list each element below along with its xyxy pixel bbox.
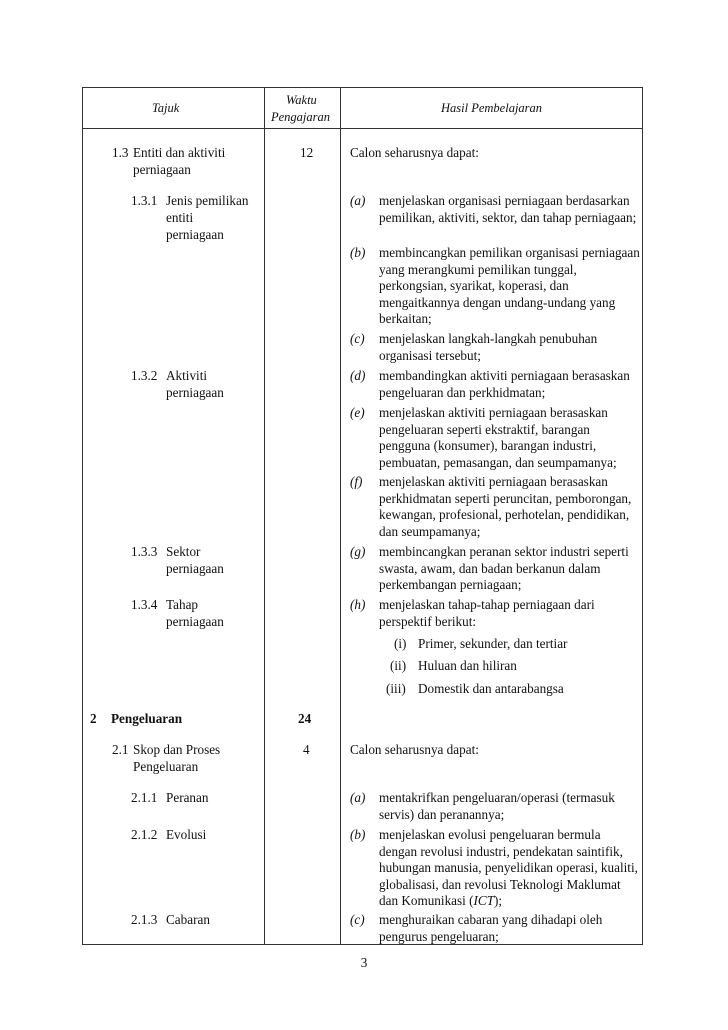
subtopic-2-1-1-number: 2.1.1 xyxy=(131,790,158,805)
outcome-label: (d) xyxy=(350,368,366,383)
outcome-text: mentakrifkan pengeluaran/operasi (termasuk servis) dan peranannya; xyxy=(379,790,615,822)
subtopic-1-3-3-title: Sektor xyxy=(166,544,201,559)
outcome-text: membandingkan aktiviti perniagaan berasaskan pengeluaran dan perkhidmatan; xyxy=(379,368,630,400)
subtopic-1-3-1-title-cont2: perniagaan xyxy=(166,227,224,242)
outcome-text-part: ); xyxy=(494,893,503,908)
topic-2-1-title-cont: Pengeluaran xyxy=(133,759,199,774)
outcome-label: (a) xyxy=(350,193,366,208)
subtopic-1-3-3-number: 1.3.3 xyxy=(131,544,158,559)
outcome-text: menghuraikan cabaran yang dihadapi oleh pengurus pengeluaran; xyxy=(379,912,603,944)
header-hasil-pembelajaran: Hasil Pembelajaran xyxy=(441,101,543,115)
topic-1-3-title-cont: perniagaan xyxy=(133,162,191,177)
sub-outcome-text: Domestik dan antarabangsa xyxy=(418,681,564,696)
outcome-label: (b) xyxy=(350,827,366,842)
outcome-label: (e) xyxy=(350,405,365,420)
topic-2-1-number: 2.1 xyxy=(112,742,129,757)
subtopic-1-3-4-title-cont: perniagaan xyxy=(166,614,224,629)
sub-outcome-label: (ii) xyxy=(390,658,407,673)
header-divider xyxy=(83,128,642,129)
outcome-label: (b) xyxy=(350,245,366,260)
sub-outcome-text: Primer, sekunder, dan tertiar xyxy=(418,636,568,651)
outcome-text: menjelaskan langkah-langkah penubuhan organisasi tersebut; xyxy=(379,331,598,363)
topic-1-3-number: 1.3 xyxy=(112,145,129,160)
section-2-hours: 24 xyxy=(298,711,312,726)
subtopic-2-1-2-title: Evolusi xyxy=(166,827,207,842)
header-waktu: Waktu xyxy=(286,93,317,107)
outcome-text xyxy=(379,827,641,910)
subtopic-2-1-3-title: Cabaran xyxy=(166,912,210,927)
topic-2-1-intro: Calon seharusnya dapat: xyxy=(350,742,479,757)
subtopic-2-1-2-number: 2.1.2 xyxy=(131,827,158,842)
column-divider-1 xyxy=(264,88,265,944)
sub-outcome-label: (iii) xyxy=(386,681,406,696)
subtopic-1-3-1-number: 1.3.1 xyxy=(131,193,158,208)
page-number: 3 xyxy=(360,955,368,970)
header-pengajaran: Pengajaran xyxy=(271,110,331,124)
sub-outcome-text: Huluan dan hiliran xyxy=(418,658,517,673)
subtopic-1-3-2-number: 1.3.2 xyxy=(131,368,158,383)
topic-2-1-hours: 4 xyxy=(303,742,310,757)
subtopic-1-3-4-number: 1.3.4 xyxy=(131,597,158,612)
subtopic-1-3-4-title: Tahap xyxy=(166,597,199,612)
subtopic-1-3-1-title: Jenis pemilikan xyxy=(166,193,249,208)
section-2-title: Pengeluaran xyxy=(111,711,183,726)
sub-outcome-label: (i) xyxy=(394,636,407,651)
subtopic-1-3-3-title-cont: perniagaan xyxy=(166,561,224,576)
outcome-text: menjelaskan aktiviti perniagaan berasaskan pengeluaran seperti ekstraktif, barangan pengguna (konsumer), barangan industri, pembuatan, pemasangan, dan seumpamanya; xyxy=(379,405,617,470)
section-2-number: 2 xyxy=(90,711,97,726)
subtopic-1-3-1-title-cont: entiti xyxy=(166,210,194,225)
outcome-text: membincangkan pemilikan organisasi perniagaan yang merangkumi pemilikan tunggal, perkongsian, syarikat, koperasi, dan mengaitkannya dengan undang-undang yang berkaitan; xyxy=(379,245,640,326)
outcome-text-part: menjelaskan evolusi pengeluaran bermula dengan revolusi industri, pendekatan saintifik, hubungan manusia, penyelidikan operasi, kualiti, globalisasi, dan revolusi Teknologi Maklumat dan Komunikasi ( xyxy=(379,827,638,908)
outcome-text: menjelaskan tahap-tahap perniagaan dari perspektif berikut: xyxy=(379,597,595,629)
header-tajuk: Tajuk xyxy=(152,101,180,115)
subtopic-2-1-3-number: 2.1.3 xyxy=(131,912,158,927)
ict-abbreviation: ICT xyxy=(473,893,495,908)
topic-1-3-intro: Calon seharusnya dapat: xyxy=(350,145,479,160)
outcome-label: (g) xyxy=(350,544,366,559)
outcome-label: (f) xyxy=(350,474,363,489)
topic-1-3-title: Entiti dan aktiviti xyxy=(133,145,226,160)
outcome-label: (h) xyxy=(350,597,366,612)
outcome-label: (c) xyxy=(350,331,365,346)
subtopic-1-3-2-title-cont: perniagaan xyxy=(166,385,224,400)
topic-1-3-hours: 12 xyxy=(300,145,314,160)
outcome-label: (a) xyxy=(350,790,366,805)
column-divider-2 xyxy=(340,88,341,944)
outcome-text: menjelaskan aktiviti perniagaan berasaskan perkhidmatan seperti peruncitan, pemborongan, kewangan, profesional, perhotelan, pendidikan, dan seumpamanya; xyxy=(379,474,632,539)
outcome-label: (c) xyxy=(350,912,365,927)
topic-2-1-title: Skop dan Proses xyxy=(133,742,221,757)
outcome-text: menjelaskan organisasi perniagaan berdasarkan pemilikan, aktiviti, sektor, dan tahap perniagaan; xyxy=(379,193,637,225)
subtopic-1-3-2-title: Aktiviti xyxy=(166,368,208,383)
subtopic-2-1-1-title: Peranan xyxy=(166,790,209,805)
outcome-text: membincangkan peranan sektor industri seperti swasta, awam, dan badan berkanun dalam perkembangan perniagaan; xyxy=(379,544,629,592)
